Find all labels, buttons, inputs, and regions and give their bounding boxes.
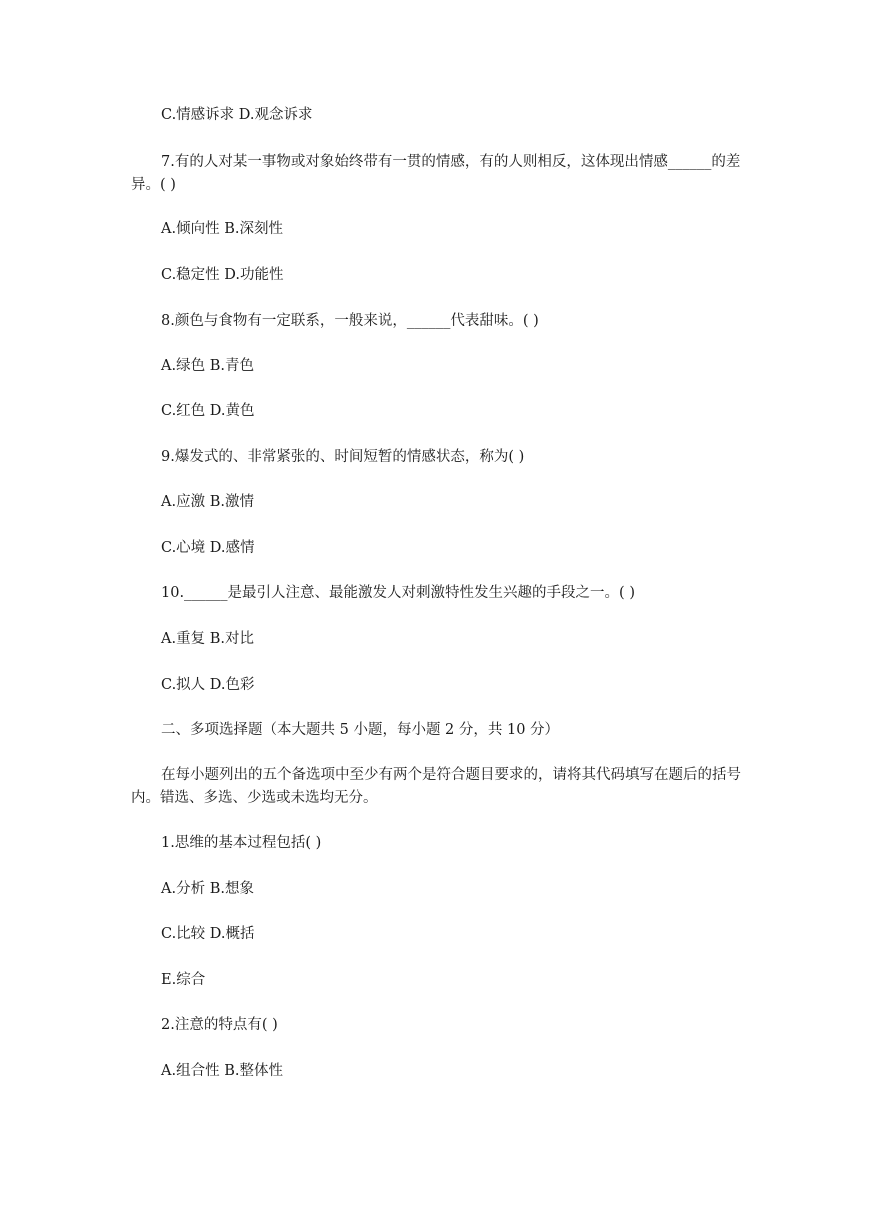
option-line-q10-cd: C.拟人 D.色彩: [161, 677, 255, 693]
option-line-m1-ab: A.分析 B.想象: [161, 881, 254, 897]
option-line-m1-cd: C.比较 D.概括: [161, 926, 255, 942]
option-line-q7-cd: C.稳定性 D.功能性: [161, 267, 284, 283]
question-9: 9.爆发式的、非常紧张的、时间短暂的情感状态，称为( ): [161, 449, 525, 465]
section-heading: 二、多项选择题（本大题共 5 小题，每小题 2 分，共 10 分）: [161, 722, 560, 738]
multi-question-2: 2.注意的特点有( ): [161, 1017, 278, 1033]
option-line-m2-ab: A.组合性 B.整体性: [161, 1063, 283, 1079]
option-line-q9-ab: A.应激 B.激情: [161, 494, 254, 510]
option-line-q10-ab: A.重复 B.对比: [161, 631, 254, 647]
question-7: 7.有的人对某一事物或对象始终带有一贯的情感，有的人则相反，这体现出情感______的差异。( ): [131, 154, 741, 193]
option-line-q7-ab: A.倾向性 B.深刻性: [161, 221, 283, 237]
option-line-m1-e: E.综合: [161, 972, 206, 988]
section-instructions: 在每小题列出的五个备选项中至少有两个是符合题目要求的，请将其代码填写在题后的括号内。错选、多选、少选或未选均无分。: [131, 767, 741, 806]
question-8: 8.颜色与食物有一定联系，一般来说，______代表甜味。( ): [161, 313, 539, 329]
option-line-q9-cd: C.心境 D.感情: [161, 540, 255, 556]
option-line-q8-cd: C.红色 D.黄色: [161, 403, 255, 419]
question-10: 10.______是最引人注意、最能激发人对刺激特性发生兴趣的手段之一。( ): [161, 585, 635, 601]
option-line-q6-cd: C.情感诉求 D.观念诉求: [161, 107, 313, 123]
multi-question-1: 1.思维的基本过程包括( ): [161, 835, 322, 851]
option-line-q8-ab: A.绿色 B.青色: [161, 358, 254, 374]
